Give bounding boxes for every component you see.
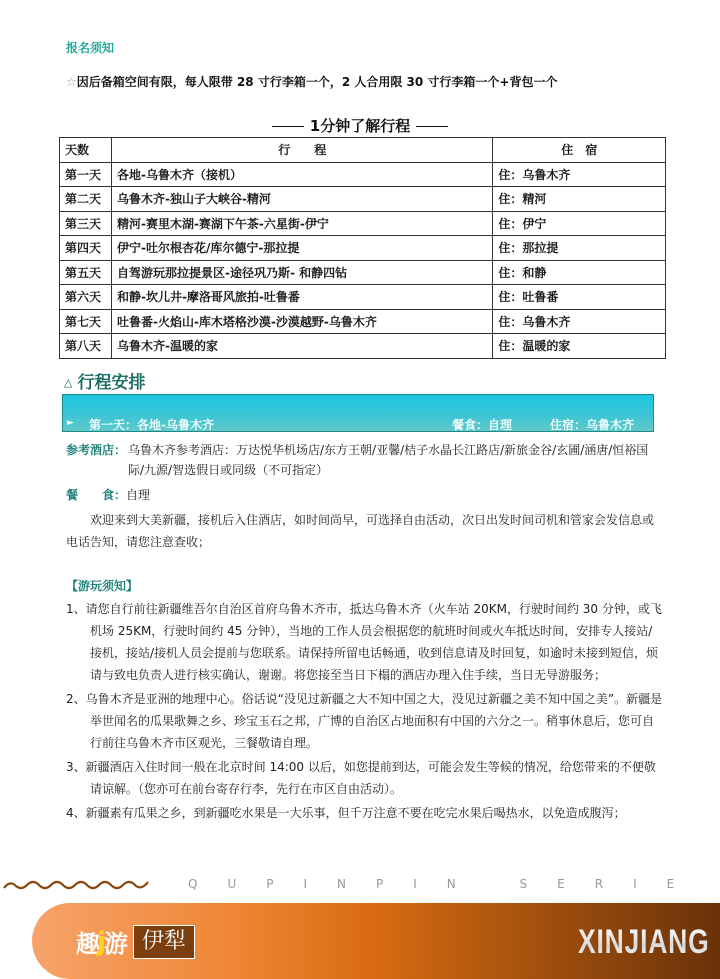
cell-route: 自驾游玩那拉提景区-途径巩乃斯- 和静四钻	[111, 260, 492, 285]
cell-route: 乌鲁木齐-温暖的家	[111, 334, 492, 359]
play-arrow-icon: ►	[67, 418, 74, 428]
welcome-text: 欢迎来到大美新疆，接机后入住酒店，如时间尚早，可选择自由活动，次日出发时间司机和管家会发信息或电话告知，请您注意查收；	[66, 513, 655, 549]
logo-j: j	[97, 926, 106, 957]
series-text: QUPINPIN SERIE	[188, 877, 705, 891]
table-row	[60, 334, 666, 359]
tip-item: 2、乌鲁木齐是亚洲的地理中心。俗话说“没见过新疆之大不知中国之大，没见过新疆之美不知中国之美”。新疆是举世闻名的瓜果歌舞之乡、珍宝玉石之邦，广博的自治区占地面积有中国的六分之一。稍事休息后，您可自行前往乌鲁木齐市区观光，三餐敬请自理。	[66, 692, 663, 750]
hotel-label: 参考酒店：	[66, 443, 127, 457]
notice-text	[66, 73, 557, 90]
wave-decoration-icon	[2, 878, 152, 892]
cell-stay: 住：那拉提	[493, 236, 666, 261]
tip-item: 4、新疆素有瓜果之乡，到新疆吃水果是一大乐事，但千万注意不要在吃完水果后喝热水，以免造成腹泻；	[66, 806, 626, 820]
table-row	[60, 236, 666, 261]
meal-label: 餐 食：	[66, 488, 127, 502]
header-route: 行 程	[111, 138, 492, 163]
tips-title: 【游玩须知】	[66, 579, 139, 593]
cell-stay: 住：温暖的家	[493, 334, 666, 359]
cell-route: 吐鲁番-火焰山-库木塔格沙漠-沙漠越野-乌鲁木齐	[111, 309, 492, 334]
cell-stay: 住：乌鲁木齐	[493, 309, 666, 334]
table-row	[60, 187, 666, 212]
title-dash-left	[272, 126, 304, 128]
brand-logo	[76, 924, 195, 959]
hotel-info	[66, 440, 662, 477]
day-bar-stay: 住宿：乌鲁木齐	[550, 418, 635, 432]
cell-day: 第三天	[60, 211, 112, 236]
cell-day: 第八天	[60, 334, 112, 359]
day-bar-title: 第一天：各地-乌鲁木齐	[89, 418, 214, 432]
cell-route: 精河-赛里木湖-赛湖下午茶-六星街-伊宁	[111, 211, 492, 236]
table-header-row	[60, 138, 666, 163]
header-days: 天数	[60, 138, 112, 163]
cell-route: 和静-坎儿井-摩洛哥风旅拍-吐鲁番	[111, 285, 492, 310]
cell-day: 第五天	[60, 260, 112, 285]
day-bar	[62, 394, 654, 432]
cell-day: 第二天	[60, 187, 112, 212]
hotel-value: 乌鲁木齐参考酒店：万达悦华机场店/东方王朝/亚馨/桔子水晶长江路店/新旅金谷/玄圃/涵唐/恒裕国际/九源/智选假日或同级（不可指定）	[128, 443, 649, 477]
cell-stay: 住：精河	[493, 187, 666, 212]
footer-series-line	[0, 874, 720, 898]
tip-item: 1、请您自行前往新疆维吾尔自治区首府乌鲁木齐市，抵达乌鲁木齐（火车站 20KM，行驶时间约 30 分钟，或飞机场 25KM，行驶时间约 45 分钟），当地的工作人员会根据您的航班时间或火车抵达时间，安排专人接站/接机，接站/接机人员会提前与您联系。请保持所留电话畅通，收到信息请及时回复，如逾时未接到短信，烦请与致电负责人进行核实确认，谢谢。将您接至当日下榻的酒店办理入住手续，当日无导游服务；	[66, 602, 662, 682]
triangle-icon: △	[64, 376, 73, 389]
cell-stay: 住：吐鲁番	[493, 285, 666, 310]
schedule-title-text: 行程安排	[77, 373, 146, 393]
header-stay: 住 宿	[493, 138, 666, 163]
logo-qu: 趣	[76, 930, 99, 958]
cell-day: 第七天	[60, 309, 112, 334]
tip-item: 3、新疆酒店入住时间一般在北京时间 14:00 以后，如您提前到达，可能会发生等候的情况，给您带来的不便敬请谅解。（您亦可在前台寄存行李，先行在市区自由活动）。	[66, 760, 656, 796]
table-row	[60, 260, 666, 285]
table-row	[60, 309, 666, 334]
notice-title: 报名须知	[66, 41, 115, 55]
region-wordmark: XINJIANG	[578, 923, 710, 961]
table-row	[60, 211, 666, 236]
logo-place: 伊犁	[133, 925, 195, 959]
overview-title-text: 1分钟了解行程	[309, 117, 411, 135]
star-icon: ☆	[66, 75, 77, 89]
cell-day: 第六天	[60, 285, 112, 310]
meal-value: 自理	[126, 488, 151, 502]
cell-route: 乌鲁木齐-独山子大峡谷-精河	[111, 187, 492, 212]
cell-route: 伊宁-吐尔根杏花/库尔德宁-那拉提	[111, 236, 492, 261]
cell-stay: 住：乌鲁木齐	[493, 162, 666, 187]
cell-route: 各地-乌鲁木齐（接机）	[111, 162, 492, 187]
cell-day: 第一天	[60, 162, 112, 187]
overview-title	[0, 115, 720, 136]
cell-day: 第四天	[60, 236, 112, 261]
table-row	[60, 162, 666, 187]
cell-stay: 住：伊宁	[493, 211, 666, 236]
schedule-title	[64, 368, 145, 393]
table-row	[60, 285, 666, 310]
day-bar-meal: 餐食：自理	[452, 418, 513, 432]
tips-list	[66, 598, 664, 826]
title-dash-right	[416, 126, 448, 128]
notice-body: 因后备箱空间有限，每人限带 28 寸行李箱一个，2 人合用限 30 寸行李箱一个+背包一个	[76, 75, 558, 89]
itinerary-table	[59, 137, 666, 359]
cell-stay: 住：和静	[493, 260, 666, 285]
logo-you: 游	[103, 930, 127, 958]
meal-info	[66, 485, 150, 505]
